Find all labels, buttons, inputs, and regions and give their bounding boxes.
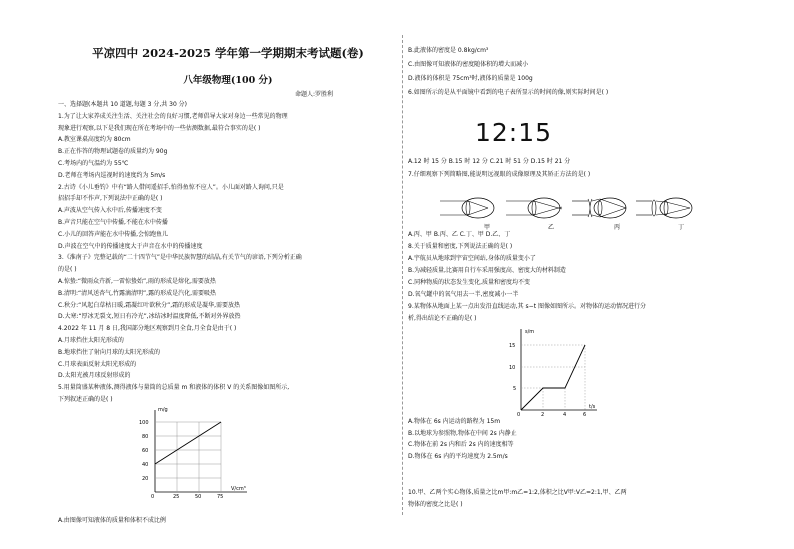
left-lines-line: 下列叙述正确的是( ) [58,396,113,403]
graph5-xtick: 75 [217,494,224,500]
graph5-ytick: 20 [142,476,149,482]
left-lines-line: B.地球挡住了射向月球的太阳光形成的 [58,348,161,356]
left-lines-line: 一、选择题(本题共 10 道题,每题 3 分,共 30 分) [58,101,188,108]
right-lines-line: 6.如图所示的是从平面镜中看到的电子表所显示的时间的像,则实际时间是( ) [408,89,609,96]
left-lines-line: 5.用量筒盛某种液体,测得液体与量筒的总质量 m 和液体的体积 V 的关系图像如图所示, [58,384,290,392]
eye-diagram-yi [506,198,562,218]
graph5-ytick: 100 [139,420,149,426]
graph9-xtick: 6 [583,412,587,418]
graph9-ylabel: s/m [525,329,535,335]
graph9-xlabel: t/s [589,404,596,410]
eye-label-ding: 丁 [678,224,685,231]
left-lines-line: D.大寒:“厚冰无裂文,短日有冷光”,冰结冰时温度降低,不断对外界放热 [58,313,241,321]
exam-author: 命题人:罗胜利 [295,91,334,98]
graph5-xtick: 25 [173,494,180,500]
column-divider [402,35,403,515]
left-lines-line: B.清明:“清风送杏气,竹露滴清明”,露的形成是汽化,需要吸热 [58,289,216,297]
graph9-ytick: 10 [509,365,516,371]
exam-subtitle: 八年级物理(100 分) [183,75,273,86]
graph5-line [155,422,221,464]
right-lines4-line: A.物体在 6s 内运动的路程为 15m [408,418,501,425]
right-lines3-line: B.为减轻质量,比赛用自行车采用强度高、密度大的材料制造 [408,267,566,274]
graph9-line [521,345,585,410]
left-lines-line: C.秋分:“风起白草枯日暖,霜凝红叶欲秋分”,霜的形成是凝华,需要放热 [58,301,241,309]
right-lines4-line: C.物体在前 2s 内和后 2s 内的速度相等 [408,441,514,448]
graph9-xtick: 0 [517,412,521,418]
left-lines-line: A.声波从空气传入水中后,传播速度不变 [58,207,162,215]
right-lines4-line: B.以地球为参照物,物体在中间 2s 内静止 [408,429,517,437]
left-lines-line: B.正在作答的物理试题卷的质量约为 90g [58,148,168,156]
right-lines2-line: 7.仔细观察下列简略图,能说明远视眼的成像原理及其矫正方法的是( ) [408,171,591,178]
exam-title: 平凉四中 2024-2025 学年第一学期期末考试题(卷) [92,46,364,60]
right-lines3-line: 析,得出结论不正确的是( ) [408,315,477,322]
question9-graph [505,325,605,417]
graph9-ytick: 15 [509,343,516,349]
left-lines-line: A.月球挡住太阳光形成的 [58,337,124,344]
graph5-xtick: 50 [195,494,202,500]
left-lines-line: 4.2022 年 11 月 8 日,我国部分地区观察到月全食,月全食是由于( ) [58,325,237,333]
right-lines3-line: 9.某物体从地面上某一点出发沿直线运动,其 s−t 图像如图所示。对物体的运动情况进行分 [408,303,646,310]
graph5-xtick: 0 [151,494,155,500]
right-lines5-line: 10.甲、乙两个实心物体,质量之比m甲:m乙=1:2,体积之比V甲:V乙=2:1,甲、乙两 [408,489,627,496]
graph9-ytick: 5 [513,386,517,392]
right-lines3-line: D.氧气罐中的氧气用去一半,密度减小一半 [408,291,519,298]
left-lines-line: C.小儿的回答声能在水中传播,会惊跑鱼儿 [58,230,169,238]
right-lines3-line: C.同种物质的状态发生变化,质量和密度均不变 [408,279,531,286]
left-lines-line: 3.《淮南子》完整记载的“二十四节气”是中华民族智慧的结晶,有关节气的谚语,下列分析正确 [58,254,302,262]
graph5-ytick: 60 [142,448,149,454]
left-lines-line: D.太阳光被月球反射形成的 [58,372,131,380]
left-lines-line: D.声波在空气中的传播速度大于声音在水中的传播速度 [58,242,203,250]
eye-label-yi: 乙 [548,224,555,231]
right-lines3-line: A.丙、甲 B.丙、乙 C.丁、甲 D.乙、丁 [408,231,511,238]
left-lines-line: 招招手却不作声,下列说法中正确的是( ) [58,195,163,203]
graph5-ytick: 80 [142,434,149,440]
right-lines3-line: A.宇航员从地球到宇宙空间站,身体的质量变小了 [408,255,536,262]
right-lines4-line: D.物体在 6s 内的平均速度为 2.5m/s [408,452,508,460]
left-lines-line: B.声音只能在空气中传播,不能在水中传播 [58,219,168,226]
graph5-ylabel: m/g [158,407,168,413]
eye-diagram-ding [636,198,692,218]
left-lines-line: A.教室课桌高度约为 80cm [58,136,131,144]
eye-diagram-jia [440,198,494,218]
mirror-clock-display: 12:15 [475,118,553,147]
eye-diagram-bing [572,198,626,218]
graph9-xtick: 4 [563,412,567,418]
q5-option-a: A.由图像可知液体的质量和体积不成比例 [58,517,166,524]
right-lines-line: B.此液体的密度是 0.8kg/cm³ [408,47,489,54]
right-lines-line: D.液体的体积是 75cm³时,液体的质量是 100g [408,75,533,82]
left-lines-line: 2.古诗《小儿垂钓》中有“路人借问遥招手,怕得鱼惊不应人”。小儿面对路人询问,只是 [58,183,284,191]
right-lines2-line: A.12 时 15 分 B.15 时 12 分 C.21 时 51 分 D.15 时 21 分 [408,158,571,165]
graph5-ytick: 40 [142,462,149,468]
right-lines-line: C.由图像可知液体的密度随体积的增大而减小 [408,61,529,68]
graph5-xlabel: V/cm³ [231,486,246,492]
left-lines-line: C.月球表面反射太阳光形成的 [58,360,137,368]
right-lines5-line: 物体的密度之比是( ) [408,501,463,508]
question5-graph [135,404,265,500]
left-lines-line: A.惊蛰:“微雨众卉新,一雷惊蛰始”,雨的形成是熔化,需要放热 [58,278,216,285]
eye-label-jia: 甲 [484,224,491,231]
left-lines-line: 的是( ) [58,266,77,274]
left-lines-line: 1.为了让大家养成关注生活、关注社会的良好习惯,老师倡导大家对身边一些常见的物理 [58,112,288,120]
left-lines-line: D.老师在考场内巡视时的速度约为 5m/s [58,171,166,179]
left-lines-line: 现象进行观察,以下是我们现在所在考场中的一些估测数据,最符合事实的是( ) [58,124,261,132]
graph9-xtick: 2 [541,412,545,418]
eye-diagrams [438,193,698,231]
right-lines3-line: 8.关于质量和密度,下列说法正确的是( ) [408,243,513,250]
eye-label-bing: 丙 [614,224,621,231]
left-lines-line: C.考场内的气温约为 55℃ [58,160,129,167]
